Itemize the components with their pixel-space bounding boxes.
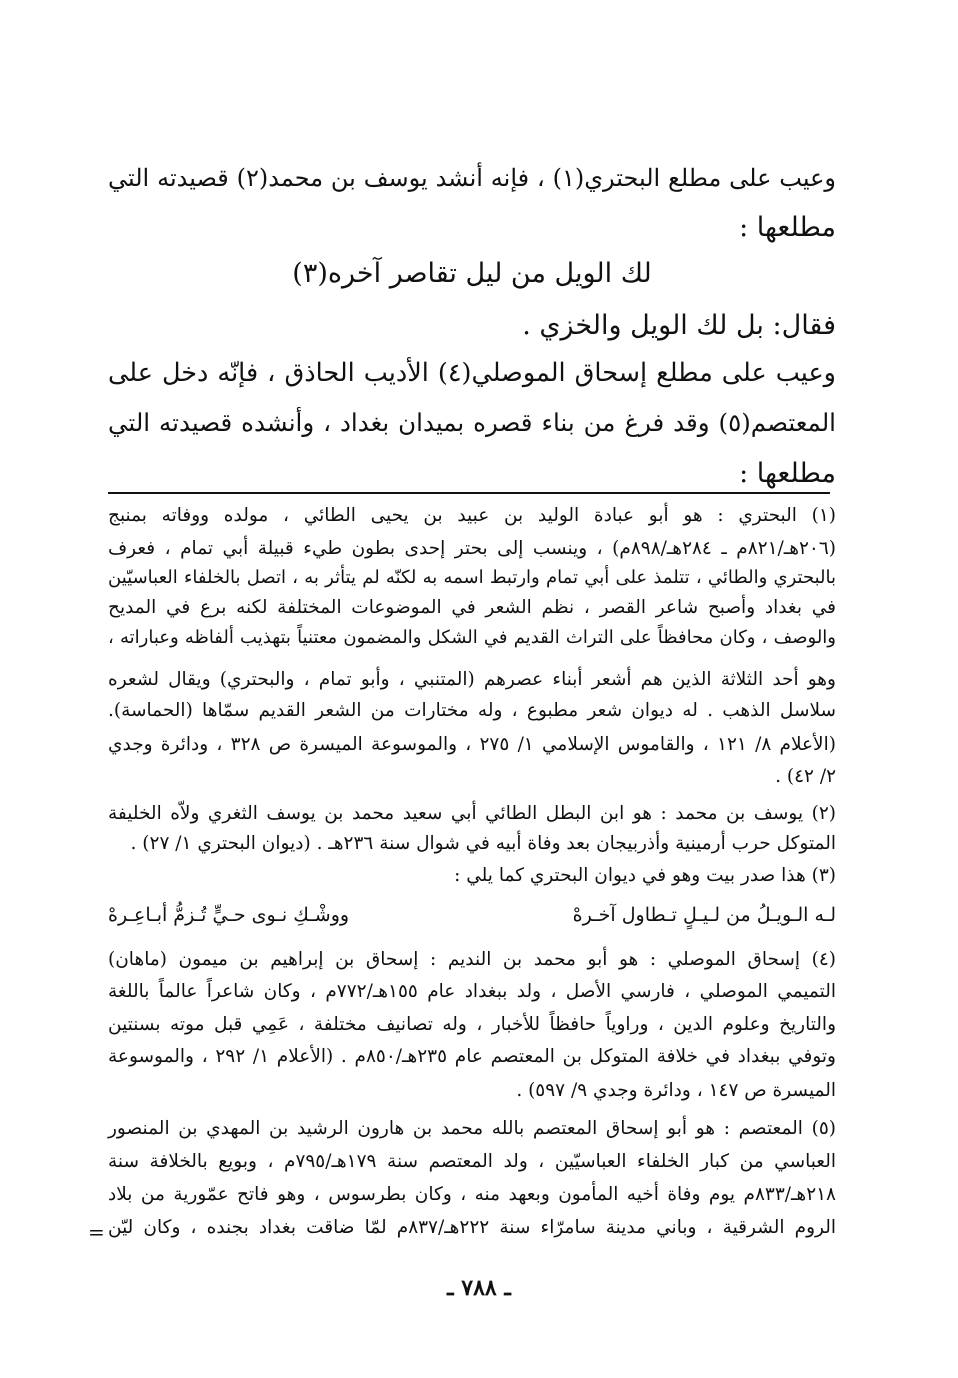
footnote-line: العباسي من كبار الخلفاء العباسيّين ، ولد المعتصم سنة ١٧٩هـ/٧٩٥م ، وبويع بالخلافة سنة — [108, 1151, 837, 1172]
footnote-line: وتوفي ببغداد في خلافة المتوكل بن المعتصم عام ٢٣٥هـ/٨٥٠م . (الأعلام ١/ ٢٩٢ ، والموسوعة — [108, 1046, 836, 1067]
footnote-continue-mark: = — [88, 1220, 105, 1244]
footnote-verse — [108, 900, 836, 930]
footnote-line: (٢٠٦هـ/٨٢١م ـ ٢٨٤هـ/٨٩٨م) ، وينسب إلى بحتر إحدى بطون طيء قبيلة أبي تمام ، فعرف — [108, 538, 836, 559]
footnote-line: في بغداد وأصبح شاعر القصر ، نظم الشعر في الموضوعات المختلفة لكنه برع في المديح — [108, 597, 836, 618]
verse-first-hemistich: لـه الـويـلُ من لـيـلٍ تـطاول آخـرهْ — [572, 904, 836, 926]
footnote-line: التميمي الموصلي ، فارسي الأصل ، ولد ببغداد عام ١٥٥هـ/٧٧٢م ، وكان شاعراً عالماً باللغة — [108, 981, 836, 1002]
page-number: ـ ٧٨٨ ـ — [447, 1275, 511, 1301]
main-line: المعتصم(٥) وقد فرغ من بناء قصره بميدان بغداد ، وأنشده قصيدته التي — [108, 408, 836, 437]
verse-second-hemistich: ووشْـكِ نـوى حـيٍّ تُـزمُّ أبـاعِـرهْ — [108, 904, 350, 926]
footnote-line: (٣) هذا صدر بيت وهو في ديوان البحتري كما يلي : — [454, 865, 836, 886]
footnote-line: الميسرة ص ١٤٧ ، ودائرة وجدي ٩/ ٥٩٧) . — [516, 1080, 836, 1101]
footnote-line: (٢) يوسف بن محمد : هو ابن البطل الطائي أبي سعيد محمد بن يوسف الثغري ولاّه الخليفة — [108, 803, 836, 824]
footnote-line: والتاريخ وعلوم الدين ، وراوياً حافظاً للأخبار ، وله تصانيف مختلفة ، عَمِي قبل موته بسنتين — [108, 1014, 836, 1035]
footnote-line: (الأعلام ٨/ ١٢١ ، والقاموس الإسلامي ١/ ٢٧٥ ، والموسوعة الميسرة ص ٣٢٨ ، ودائرة وجدي — [108, 734, 836, 755]
footnote-line: سلاسل الذهب . له ديوان شعر مطبوع ، وله مختارات من الشعر القديم سمّاها (الحماسة). — [108, 700, 836, 721]
footnote-line: (١) البحتري : هو أبو عبادة الوليد بن عبيد بن يحيى الطائي ، مولده ووفاته بمنبج — [108, 505, 836, 526]
footnote-line: (٥) المعتصم : هو أبو إسحاق المعتصم بالله محمد بن هارون الرشيد بن المهدي بن المنصور — [108, 1118, 836, 1139]
verse-line: لك الويل من ليل تقاصر آخره(٣) — [292, 258, 652, 289]
main-line: مطلعها : — [739, 212, 836, 243]
footnote-line: (٤) إسحاق الموصلي : هو أبو محمد بن النديم : إسحاق بن إبراهيم بن ميمون (ماهان) — [108, 949, 836, 970]
footnote-line: الروم الشرقية ، وباني مدينة سامرّاء سنة ٢٢٢هـ/٨٣٧م لمّا ضاقت بغداد بجنده ، وكان ليّن — [108, 1217, 836, 1238]
footnote-line: بالبحتري والطائي ، تتلمذ على أبي تمام وارتبط اسمه به لكنّه لم يتأثر به ، اتصل بالخلفاء العباسيّين — [108, 567, 836, 588]
main-line: وعيب على مطلع البحتري(١) ، فإنه أنشد يوسف بن محمد(٢) قصيدته التي — [108, 164, 837, 192]
main-line: فقال: بل لك الويل والخزي . — [522, 310, 836, 341]
footnote-line: المتوكل حرب أرمينية وأذربيجان بعد وفاة أبيه في شوال سنة ٢٣٦هـ . (ديوان البحتري ١/ ٢٧) . — [130, 833, 836, 854]
footnote-line: ٢١٨هـ/٨٣٣م يوم وفاة أخيه المأمون وبعهد منه ، وكان بطرسوس ، وهو فاتح عمّورية من بلاد — [108, 1184, 836, 1205]
main-line: وعيب على مطلع إسحاق الموصلي(٤) الأديب الحاذق ، فإنّه دخل على — [108, 358, 836, 388]
footnote-line: ٢/ ٤٢) . — [775, 766, 836, 787]
footnote-line: وهو أحد الثلاثة الذين هم أشعر أبناء عصرهم (المتنبي ، وأبو تمام ، والبحتري) ويقال لشعره — [108, 669, 836, 690]
footnote-line: والوصف ، وكان محافظاً على التراث القديم في الشكل والمضمون معتنياً بتهذيب ألفاظه وعباراته ، — [108, 627, 836, 648]
footnote-separator — [108, 492, 830, 494]
main-line: مطلعها : — [739, 458, 836, 489]
